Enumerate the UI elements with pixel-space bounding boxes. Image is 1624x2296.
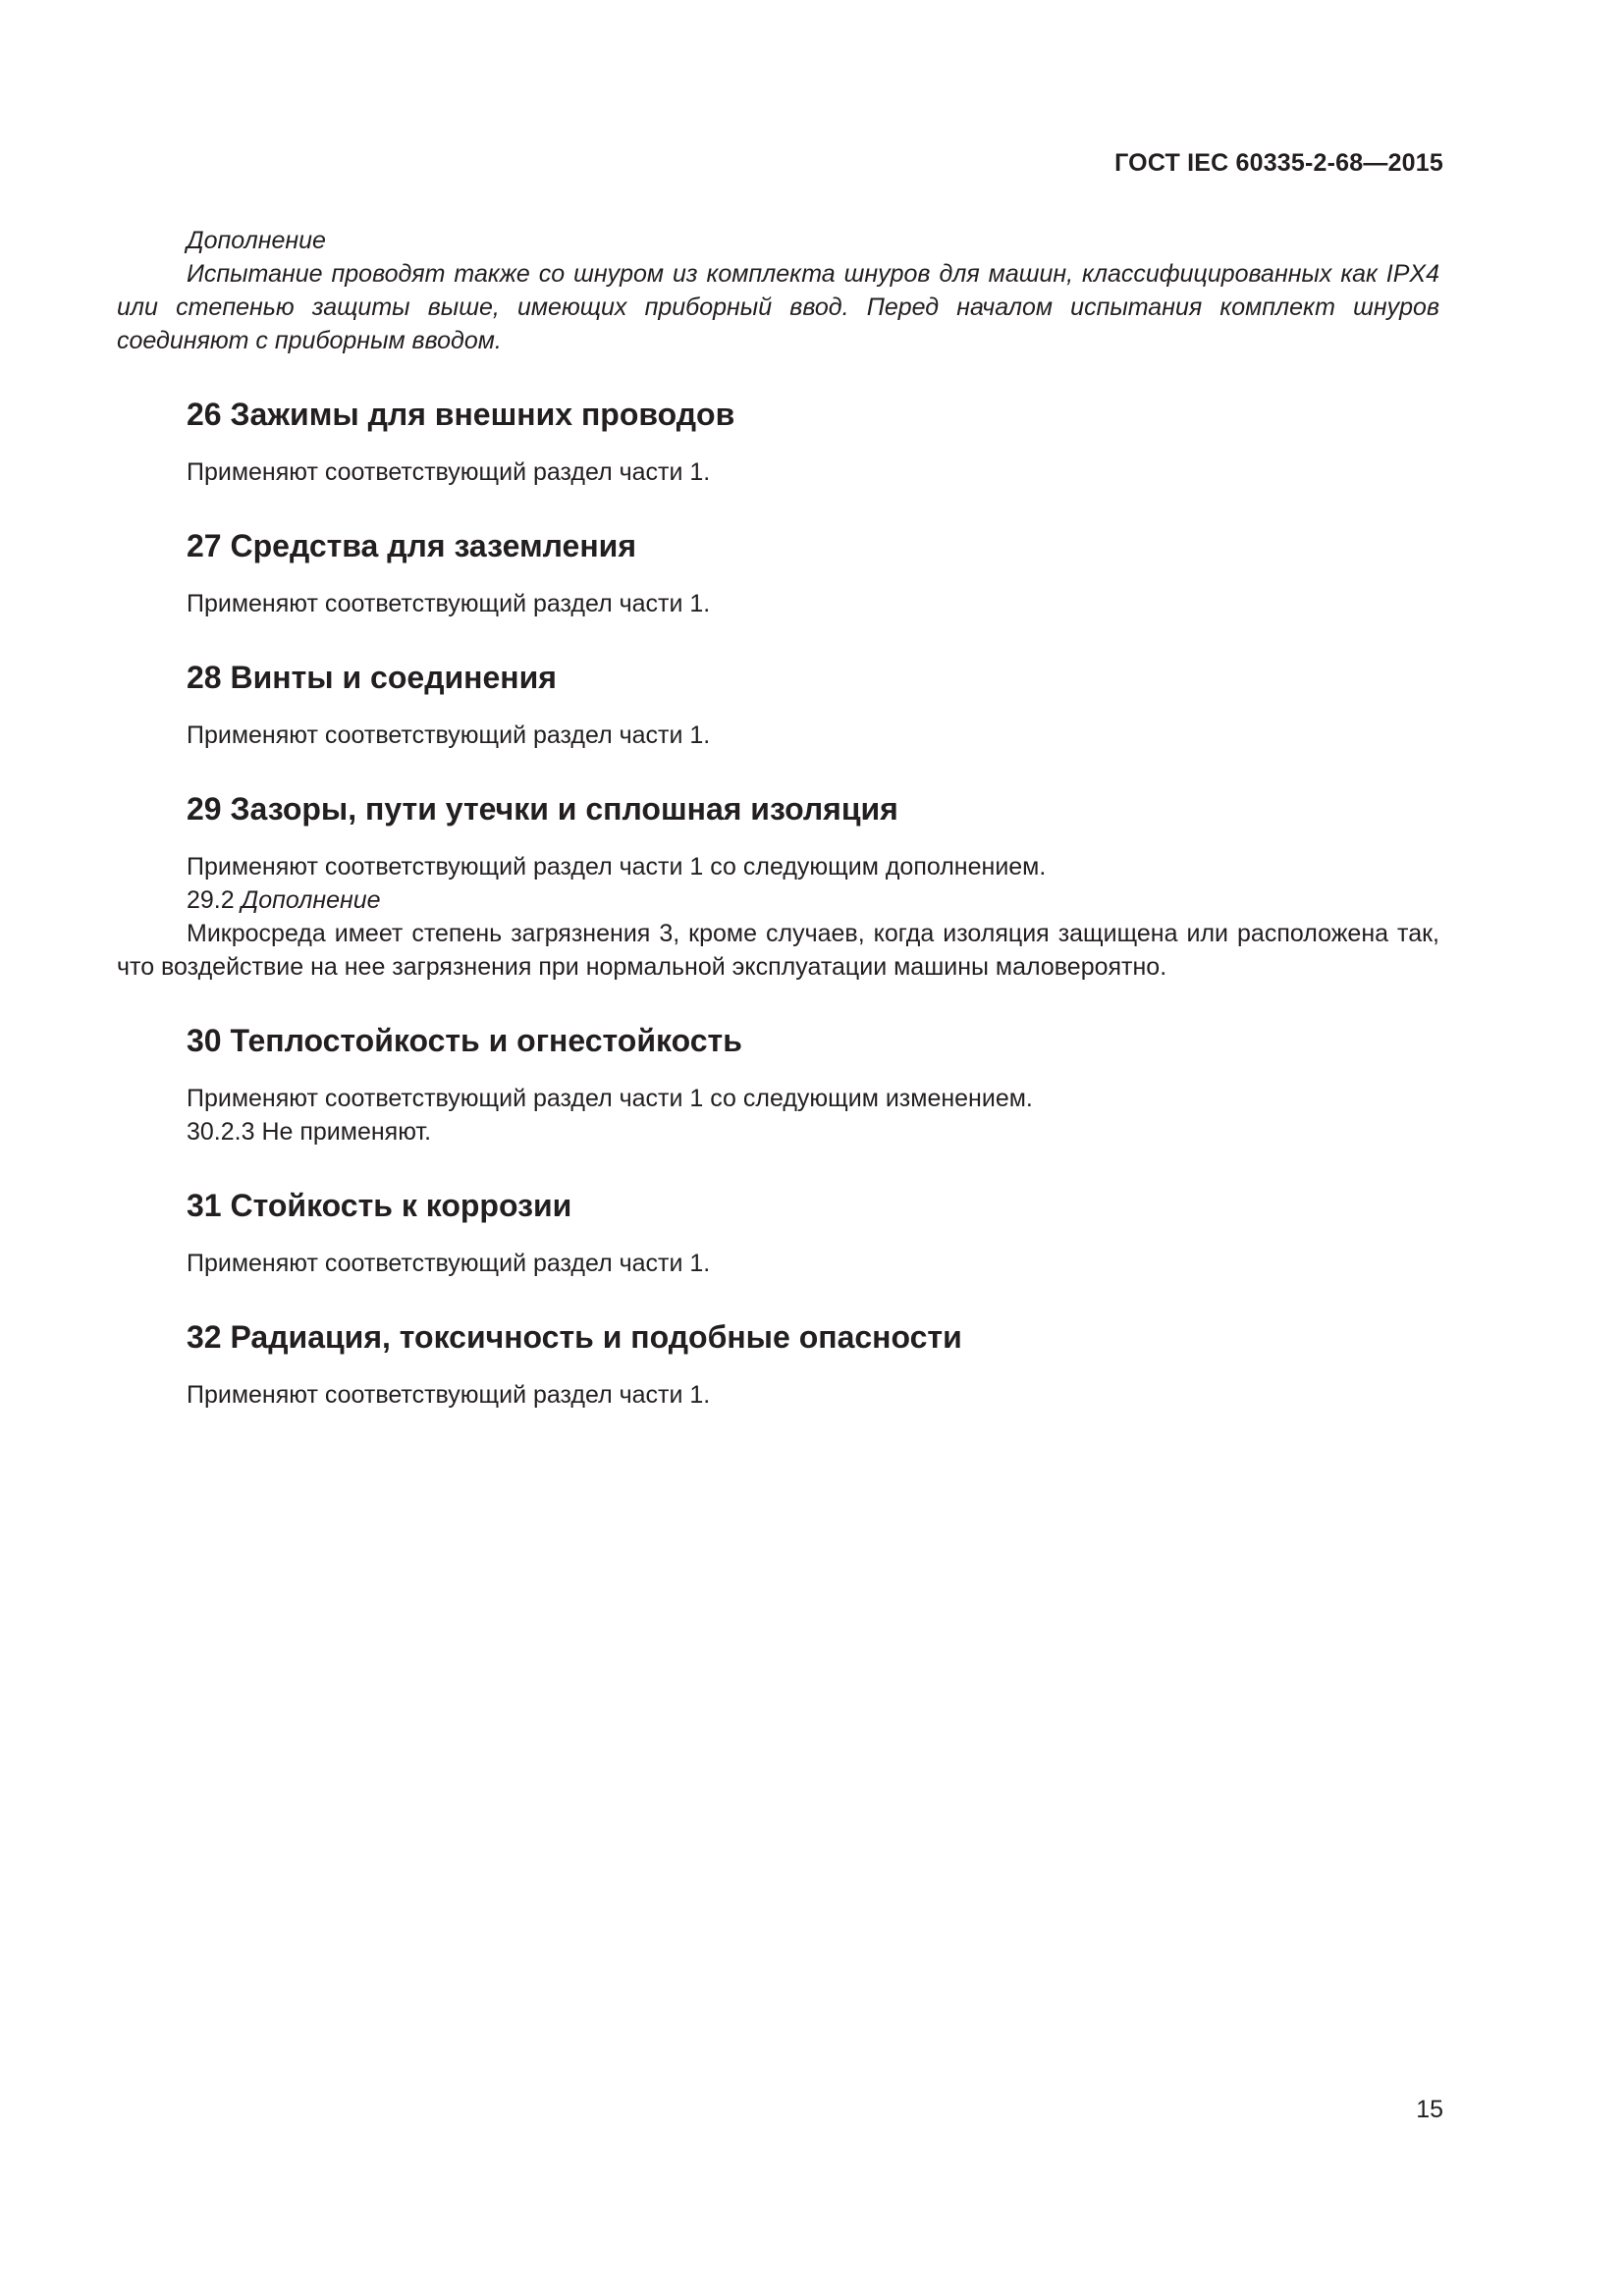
section-29: [117, 789, 1439, 984]
clause-text: 30.2.3 Не применяют.: [187, 1118, 432, 1146]
section-body: [117, 587, 1439, 620]
section-text: Применяют соответствующий раздел части 1.: [187, 1381, 711, 1409]
section-body: [117, 455, 1439, 489]
section-text: Применяют соответствующий раздел части 1 со следующим изменением.: [187, 1085, 1033, 1112]
section-heading: 31 Стойкость к коррозии: [187, 1188, 572, 1223]
section-body: [117, 1247, 1439, 1280]
section-heading: 28 Винты и соединения: [187, 660, 557, 695]
section-28: [117, 658, 1439, 752]
clause-text: Микросреда имеет степень загрязнения 3, кроме случаев, когда изоляция защищена или расположена так, что воздействие на нее загрязнения при нормальной эксплуатации машины маловероятно.: [117, 920, 1439, 981]
clause-number: 29.2: [187, 886, 235, 914]
section-30: [117, 1021, 1439, 1148]
section-text: Применяют соответствующий раздел части 1.: [187, 590, 711, 617]
section-heading: 30 Теплостойкость и огнестойкость: [187, 1023, 742, 1058]
section-text: Применяют соответствующий раздел части 1.: [187, 458, 711, 486]
section-text: Применяют соответствующий раздел части 1 со следующим дополнением.: [187, 853, 1047, 881]
section-body: [117, 1082, 1439, 1148]
section-heading: 29 Зазоры, пути утечки и сплошная изоляция: [187, 791, 898, 827]
section-heading: 32 Радиация, токсичность и подобные опасности: [187, 1319, 962, 1355]
clause-label: Дополнение: [241, 886, 381, 914]
clause-heading: [117, 883, 1439, 917]
section-text: Применяют соответствующий раздел части 1.: [187, 721, 711, 749]
intro-label: Дополнение: [187, 227, 326, 254]
section-27: [117, 526, 1439, 620]
document-code: ГОСТ IEC 60335-2-68—2015: [1114, 149, 1443, 177]
section-body: [117, 719, 1439, 752]
section-heading: 27 Средства для заземления: [187, 528, 637, 563]
section-body: [117, 1378, 1439, 1412]
section-text: Применяют соответствующий раздел части 1.: [187, 1250, 711, 1277]
intro-block: [117, 224, 1439, 357]
intro-text: Испытание проводят также со шнуром из комплекта шнуров для машин, классифицированных как IPX4 или степенью защиты выше, имеющих приборный ввод. Перед началом испытания комплект шнуров соединяют с приборным вводом.: [117, 260, 1439, 354]
section-32: [117, 1317, 1439, 1412]
section-body: [117, 850, 1439, 984]
section-31: [117, 1186, 1439, 1280]
page-number: 15: [1416, 2096, 1443, 2123]
section-26: [117, 395, 1439, 489]
page-content: [117, 224, 1439, 1412]
section-heading: 26 Зажимы для внешних проводов: [187, 397, 735, 432]
